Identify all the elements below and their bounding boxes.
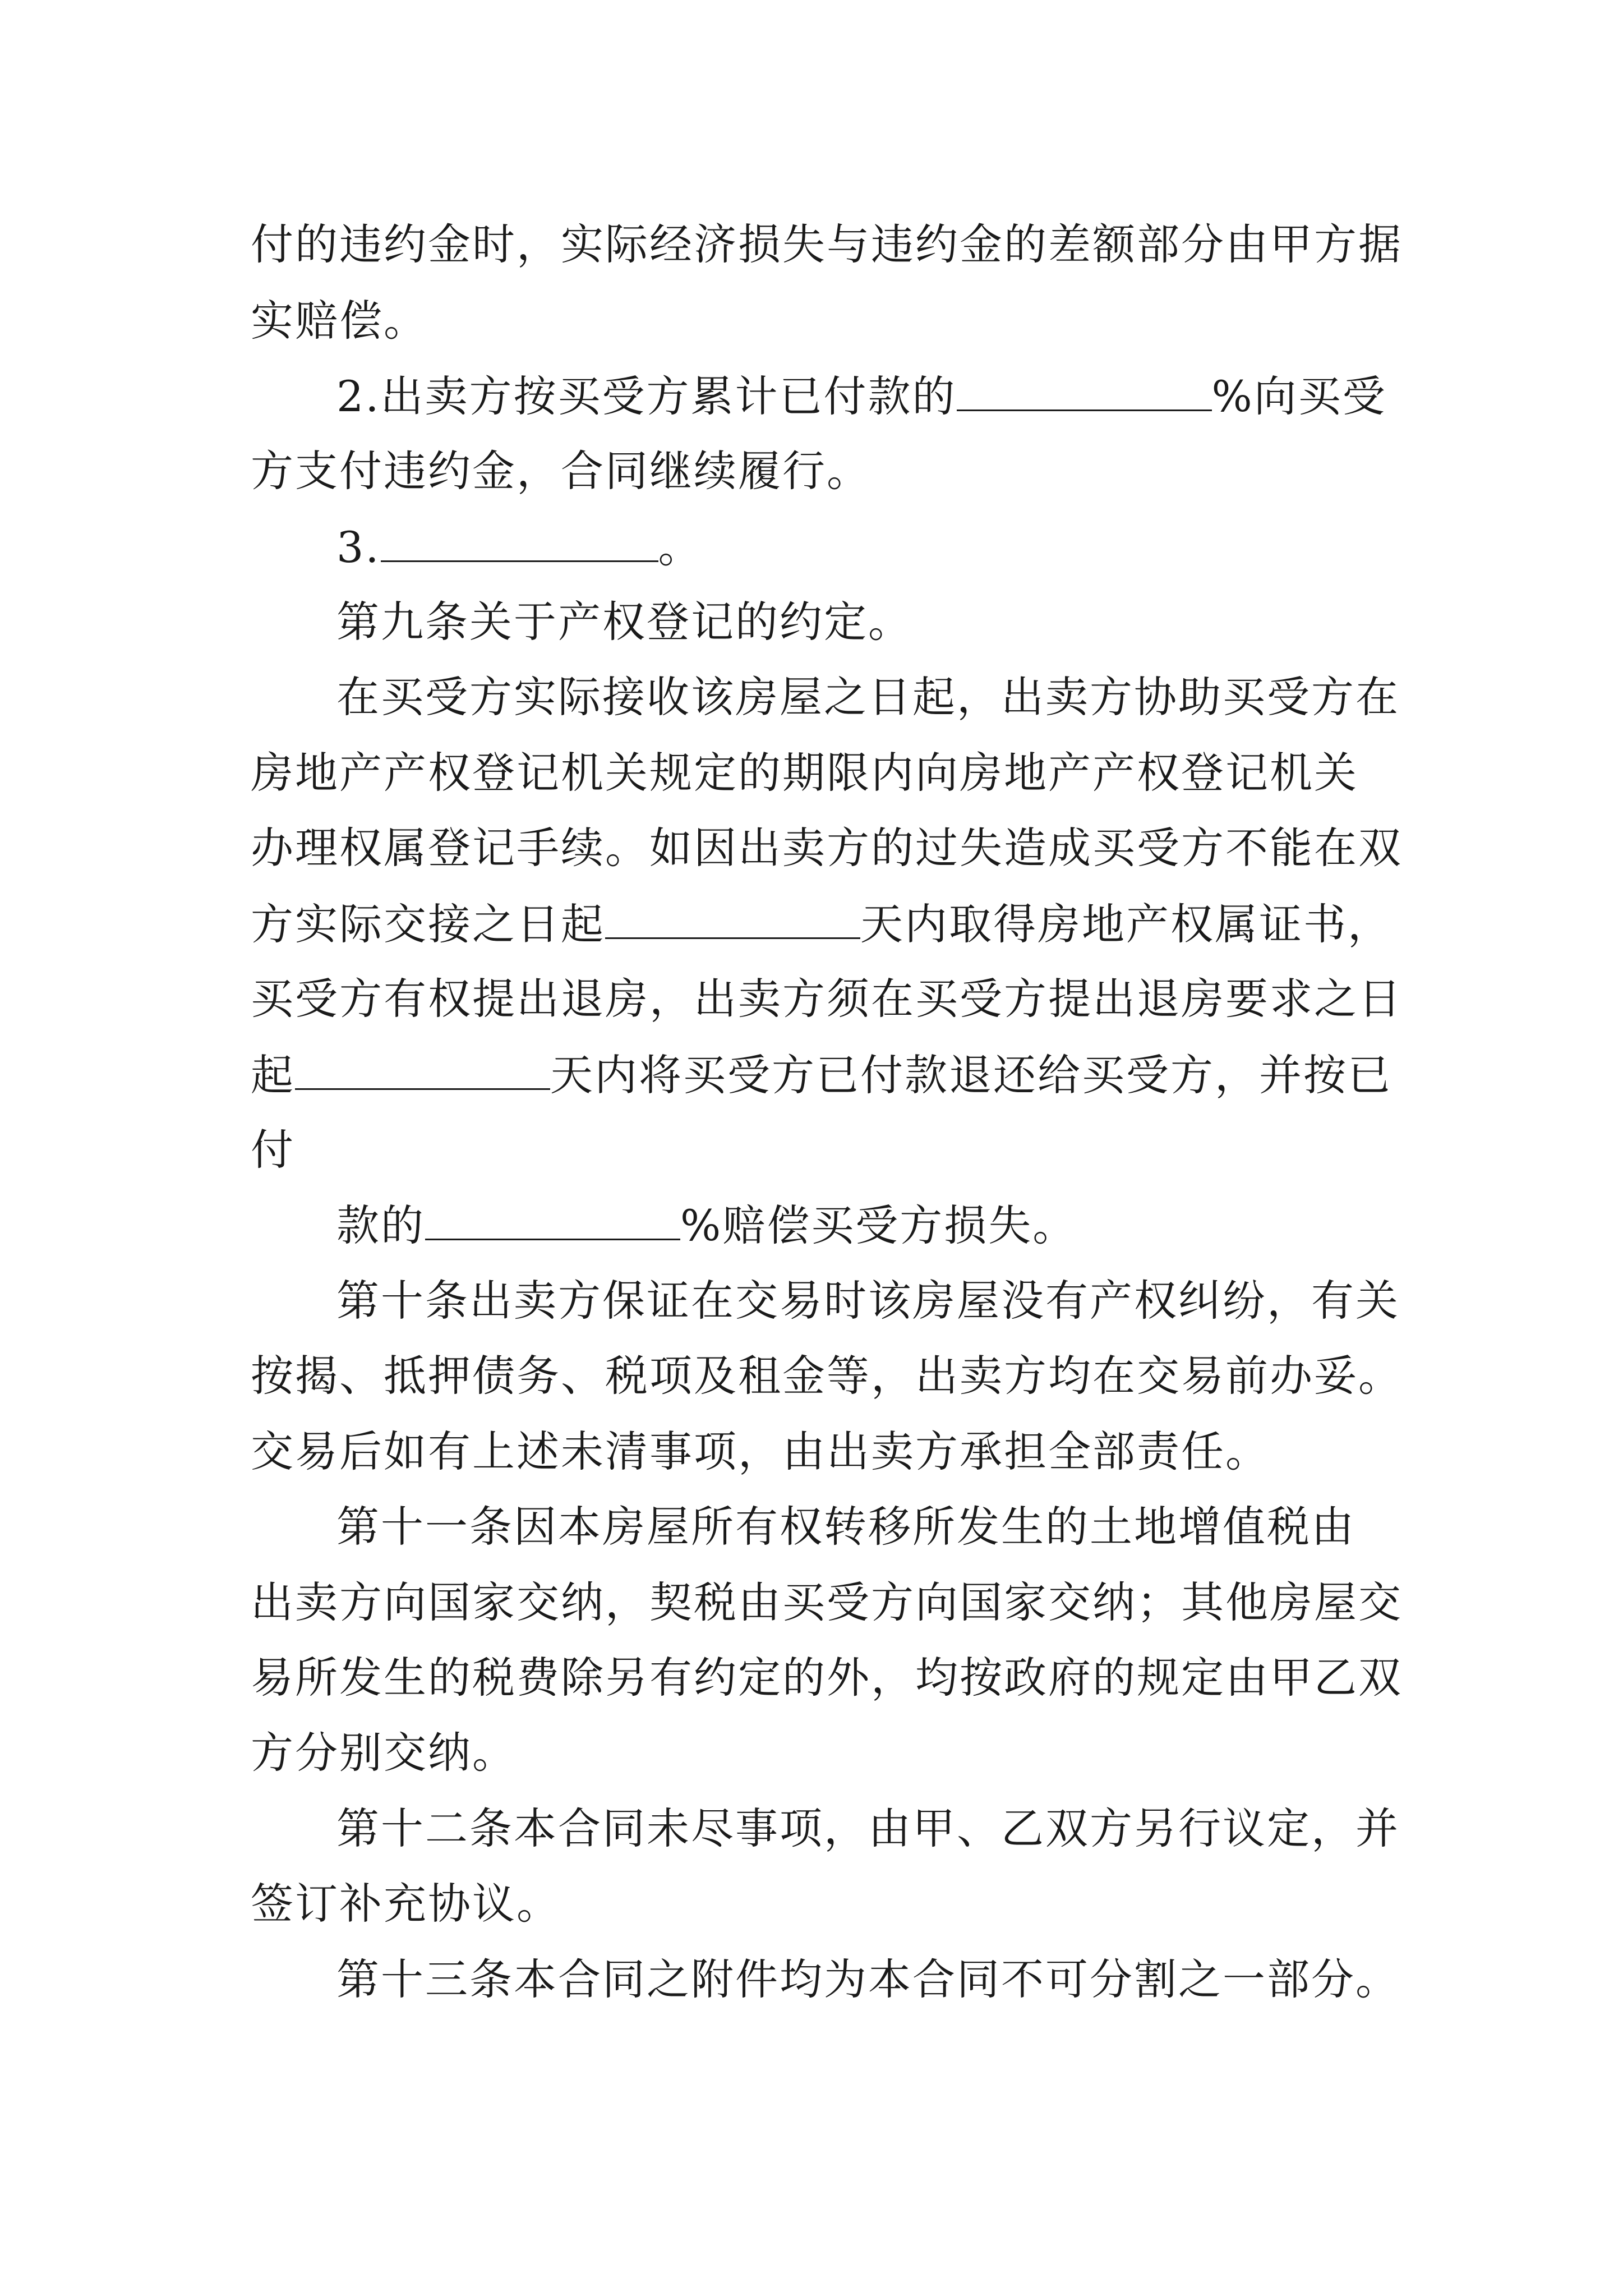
text-line: 付 <box>251 1125 295 1175</box>
text-fragment: 天内取得房地产权属证书， <box>860 899 1392 949</box>
text-line: 按揭、抵押债务、税项及租金等，出卖方均在交易前办妥。 <box>251 1351 1403 1401</box>
text-fragment: %向买受 <box>1211 371 1387 421</box>
text-fragment: 2.出卖方按买受方累计已付款的 <box>336 371 957 421</box>
article-heading: 第十二条本合同未尽事项，由甲、乙双方另行议定，并 <box>336 1803 1400 1853</box>
text-fragment: %赔偿买受方损失。 <box>680 1200 1077 1250</box>
text-line: 出卖方向国家交纳，契税由买受方向国家交纳；其他房屋交 <box>251 1577 1403 1627</box>
blank-underline <box>605 903 860 939</box>
text-line <box>251 1050 1392 1100</box>
article-heading: 第十条出卖方保证在交易时该房屋没有产权纠纷，有关 <box>336 1276 1400 1326</box>
article-heading: 第九条关于产权登记的约定。 <box>336 597 912 647</box>
text-line: 签订补充协议。 <box>251 1879 561 1929</box>
text-fragment: 天内将买受方已付款退还给买受方，并按已 <box>550 1050 1392 1100</box>
blank-underline <box>295 1053 550 1090</box>
text-line: 房地产产权登记机关规定的期限内向房地产产权登记机关 <box>251 748 1358 798</box>
blank-underline <box>425 1204 680 1240</box>
text-line <box>336 371 1387 421</box>
text-fragment: 。 <box>658 522 703 572</box>
text-line <box>336 1200 1077 1250</box>
text-line <box>336 522 703 572</box>
text-line: 方分别交纳。 <box>251 1728 517 1778</box>
text-line <box>251 899 1392 949</box>
text-line: 交易后如有上述未清事项，由出卖方承担全部责任。 <box>251 1427 1270 1476</box>
text-fragment: 3. <box>336 522 381 572</box>
blank-underline <box>381 526 658 562</box>
text-line: 付的违约金时，实际经济损失与违约金的差额部分由甲方据 <box>251 219 1403 269</box>
text-fragment: 方实际交接之日起 <box>251 899 605 949</box>
text-line: 办理权属登记手续。如因出卖方的过失造成买受方不能在双 <box>251 823 1403 873</box>
article-heading: 第十三条本合同之附件均为本合同不可分割之一部分。 <box>336 1954 1400 2004</box>
text-line: 方支付违约金，合同继续履行。 <box>251 446 871 496</box>
text-fragment: 起 <box>251 1050 295 1100</box>
text-fragment: 款的 <box>336 1200 425 1250</box>
text-line: 实赔偿。 <box>251 296 428 346</box>
article-heading: 第十一条因本房屋所有权转移所发生的土地增值税由 <box>336 1502 1355 1552</box>
blank-underline <box>957 375 1212 411</box>
text-line: 买受方有权提出退房，出卖方须在买受方提出退房要求之日 <box>251 974 1403 1024</box>
text-line: 在买受方实际接收该房屋之日起，出卖方协助买受方在 <box>336 672 1400 722</box>
text-line: 易所发生的税费除另有约定的外，均按政府的规定由甲乙双 <box>251 1653 1403 1703</box>
